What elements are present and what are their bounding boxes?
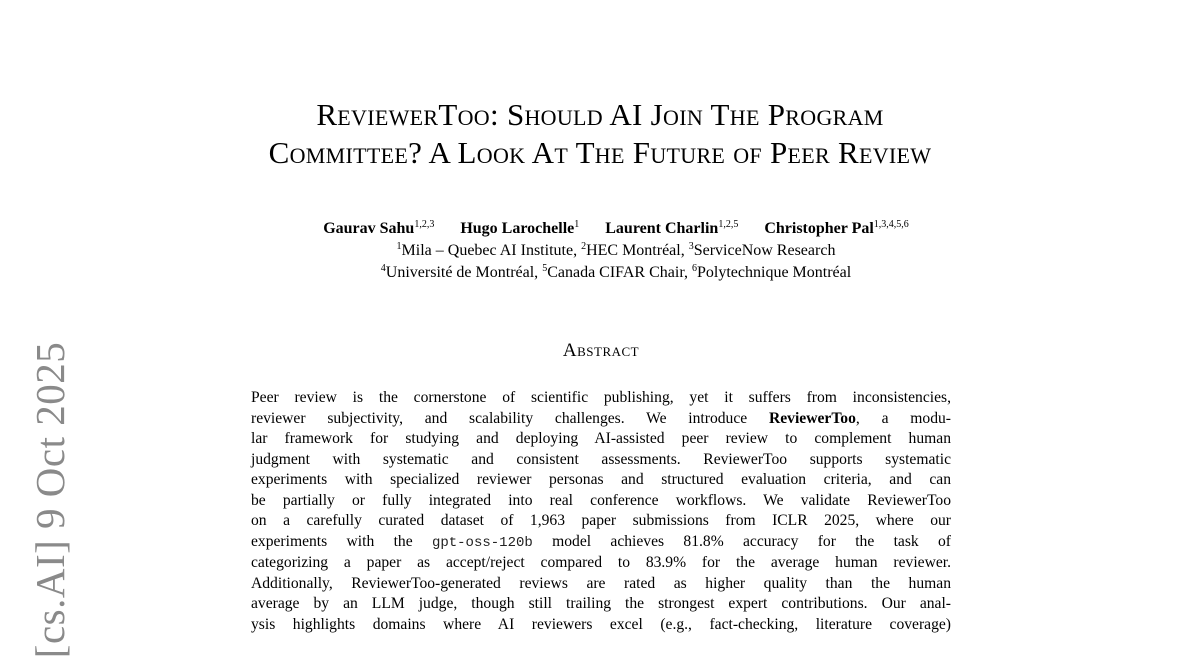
affiliation: $^2$HEC Montréal, — [581, 241, 685, 259]
author: Laurent Charlin$^{1,2,5}$ — [605, 219, 739, 237]
affiliation: $^1$Mila – Quebec AI Institute, — [396, 241, 578, 259]
framework-name: ReviewerToo — [768, 409, 856, 427]
abstract-line: be partially or fully integrated into real conference workflows. We validate ReviewerToo — [251, 491, 951, 509]
model-name: gpt-oss-120b — [431, 534, 533, 551]
affiliation: $^5$Canada CIFAR Chair, — [542, 263, 689, 281]
abstract-line: categorizing a paper as accept/reject compared to 83.9% for the average human reviewer. — [251, 554, 951, 571]
abstract-line: experiments with specialized reviewer personas and structured evaluation criteria, and can — [251, 471, 951, 488]
author: Christopher Pal$^{1,3,4,5,6}$ — [764, 219, 909, 237]
author: Hugo Larochelle$^1$ — [460, 219, 580, 237]
abstract-body — [251, 388, 951, 635]
author-list — [0, 218, 1200, 240]
affiliation: $^6$Polytechnique Montréal — [692, 263, 852, 281]
abstract-heading: Abstract — [562, 340, 640, 361]
title-line-2: Committee? A Look At The Future of Peer Review — [268, 135, 932, 170]
abstract-line: lar framework for studying and deploying AI-assisted peer review to complement human — [251, 430, 951, 447]
affiliation: $^4$Université de Montréal, — [380, 263, 539, 281]
abstract-line: judgment with systematic and consistent assessments. ReviewerToo supports systematic — [251, 450, 951, 468]
affiliations-line-2 — [0, 262, 1200, 284]
abstract-line: Additionally, ReviewerToo-generated reviews are rated as higher quality than the human — [251, 574, 951, 592]
abstract-line: on a carefully curated dataset of 1,963 paper submissions from ICLR 2025, where our — [251, 512, 951, 529]
abstract-line: reviewer subjectivity, and scalability challenges. We introduce ReviewerToo, a modu- — [251, 409, 951, 427]
author: Gaurav Sahu$^{1,2,3}$ — [323, 219, 435, 237]
affiliation: $^3$ServiceNow Research — [688, 241, 836, 259]
abstract-line: experiments with the gpt-oss-120b model achieves 81.8% accuracy for the task of — [251, 532, 952, 551]
abstract-line: ysis highlights domains where AI reviewers excel (e.g., fact-checking, literature coverage) — [251, 615, 951, 633]
abstract-line: average by an LLM judge, though still trailing the strongest expert contributions. Our anal- — [251, 595, 951, 612]
abstract-line: Peer review is the cornerstone of scientific publishing, yet it suffers from inconsistencies, — [251, 389, 951, 406]
title-line-1: ReviewerToo: Should AI Join The Program — [316, 97, 884, 132]
affiliations-line-1 — [0, 240, 1200, 262]
arxiv-stamp: [cs.AI] 9 Oct 2025 — [27, 341, 73, 658]
paper-title — [0, 96, 1200, 172]
